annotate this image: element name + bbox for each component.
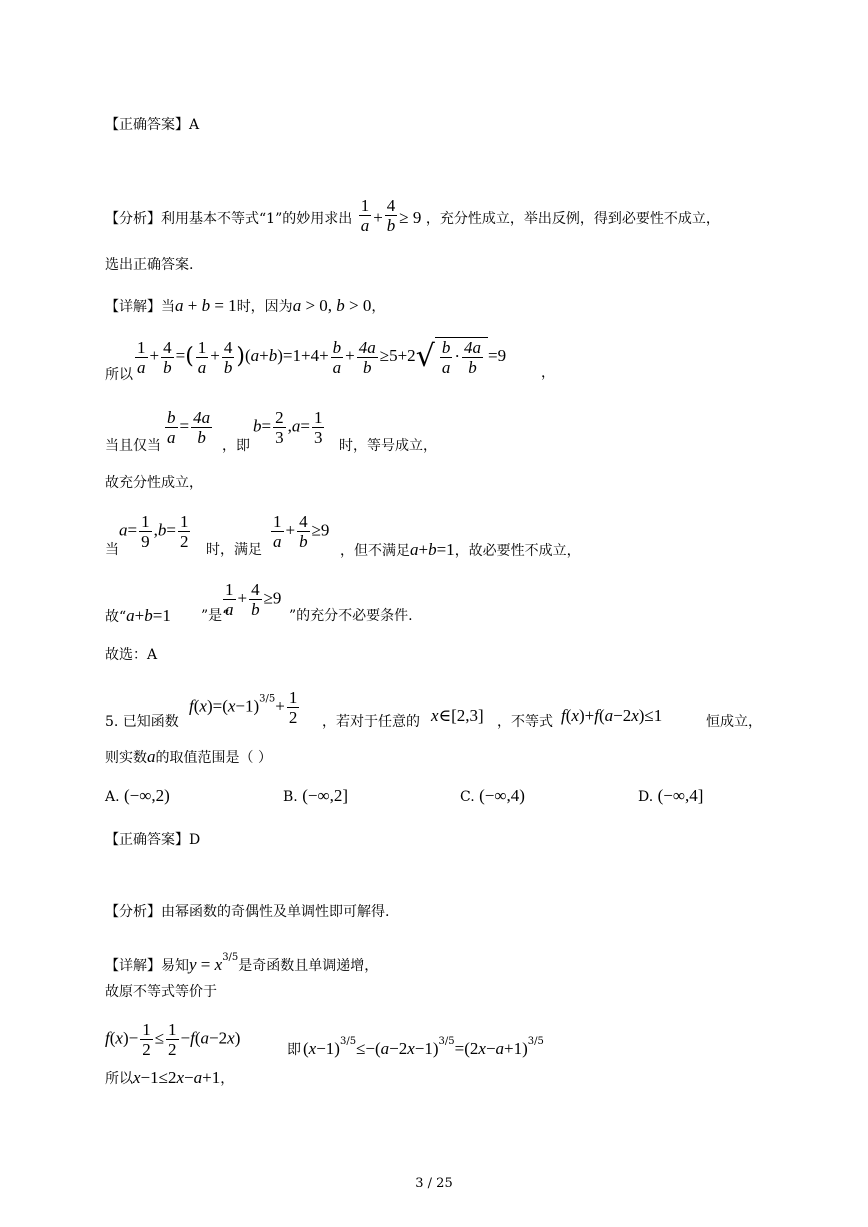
detail-5-p4: 所以x−1≤2x−a+1， (105, 1068, 235, 1087)
answer-1: 【正确答案】A (105, 117, 200, 133)
detail-1-p1: 【详解】当a + b = 1时，因为a > 0, b > 0， (105, 296, 386, 315)
detail-1-p7: 故选：A (105, 647, 158, 663)
option-b[interactable]: B. (−∞,2] (283, 786, 348, 805)
document-page: 【正确答案】A 【分析】利用基本不等式“1”的妙用求出 $\frac{1}{a}$ + $\frac{4}{b}$ ≥ 9 ，充分性成立，举出反例，得到必要性不成立， 选出正确答案. 【详解】当a + b = 1时，因为a > 0, b > 0， 所以 $\frac{1}{a}$ + $\frac{4}{b}$ =( $\frac{1}{a}$ + $\frac{4}{b}$ )(a+b)=1+4+ $\frac{b}{a}$ + $\frac{4a}{b}$ ≥5+2√ $\frac{b}{a}$ · $\frac{4a}{b}$ =9 ， 当且仅当 $\frac{b}{a}$ = $\frac{4a}{b}$ ，即 b= $\frac{2}{3}$ ,a= $\frac{1}{3}$ 时，等号成立， 故充分性成立， 当 a= $\frac{1}{9}$ ,b= $\frac{1}{2}$ 时，满足 $\frac{1}{a}$ + $\frac{4}{b}$ ≥9 ，但不满足a+b=1，故必要性不成立， 故“a+b=1 ”是“ $\frac{1}{a}$ + $\frac{4}{b}$ ≥9 ”的充分不必要条件. 故选：A 5. 已知函数 $f(x)=(x-1)^{3/5}+$ $\frac{1}{2}$ ，若对于任意的 x∈[2,3] ，不等式 f(x)+f(a−2x)≤1 恒成立， 则实数a的取值范围是（ ） A. (−∞,2) B. (−∞,2] C. (−∞,4) D. (−∞,4] 【正确答案】D 【分析】由幂函数的奇偶性及单调性即可解得. 【详解】易知$y = x^{3/5}$是奇函数且单调递增， 故原不等式等价于 f(x)− $\frac{1}{2}$ ≤ $\frac{1}{2}$ −f(a−2x) 即 $(x-1)^{3/5}\le-(a-2x-1)^{3/5}=(2x-a+1)^{3/5}$ 所以x−1≤2x−a+1， 3 / 25 (0, 0, 868, 1227)
detail-5-p2: 故原不等式等价于 (105, 984, 217, 1000)
page-number: 3 / 25 (415, 1176, 453, 1191)
option-a[interactable]: A. (−∞,2) (105, 786, 170, 805)
analysis-1: 【分析】利用基本不等式“1”的妙用求出 $\frac{1}{a}$ + $\frac{4}{b}$ ≥ 9 ，充分性成立，举出反例，得到必要性不成立， (105, 196, 720, 235)
detail-5-p1: 【详解】易知$y = x^{3/5}$是奇函数且单调递增， (105, 952, 379, 974)
math-frac: $\frac{4}{b}$ (386, 196, 396, 235)
question-5-line2: 则实数a的取值范围是（ ） (105, 747, 272, 766)
analysis-5: 【分析】由幂函数的奇偶性及单调性即可解得. (105, 904, 390, 920)
option-d[interactable]: D. (−∞,4] (638, 786, 704, 805)
option-c[interactable]: C. (−∞,4) (460, 786, 525, 805)
detail-1-p4: 故充分性成立， (105, 475, 203, 491)
math-frac: $\frac{1}{a}$ (360, 196, 370, 235)
analysis-1-line2: 选出正确答案. (105, 257, 194, 273)
answer-5: 【正确答案】D (105, 832, 201, 848)
